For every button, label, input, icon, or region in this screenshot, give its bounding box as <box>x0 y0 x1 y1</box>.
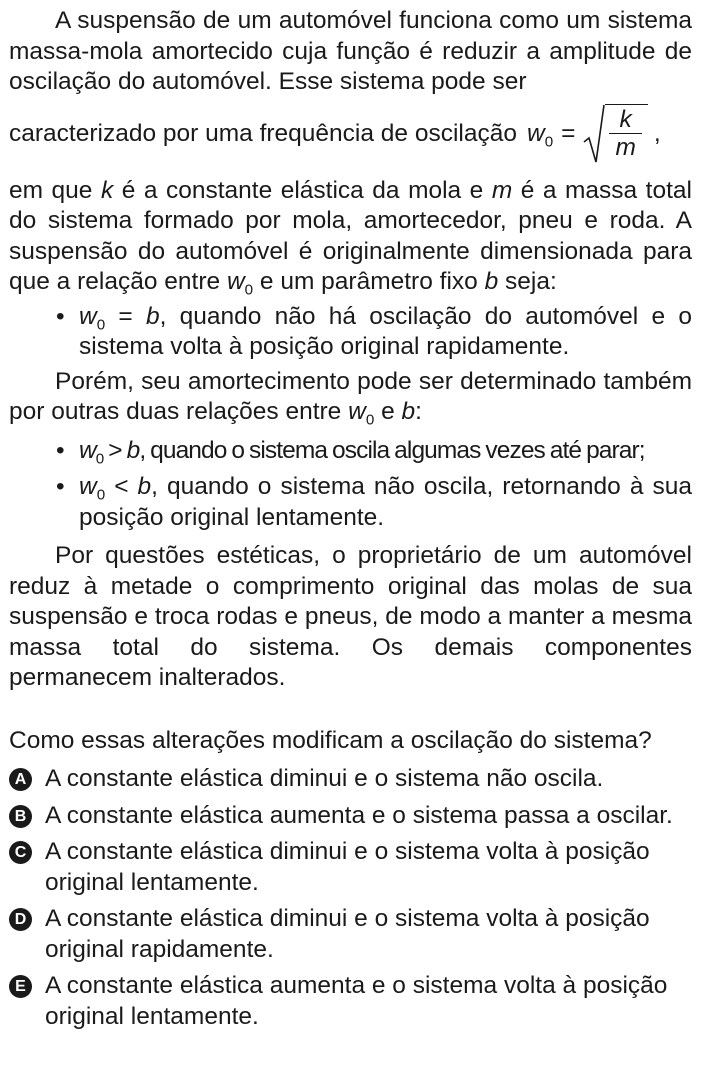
radicand-fraction <box>605 104 647 166</box>
option-text: A constante elástica aumenta e o sistema volta à posição original lentamente. <box>45 972 668 1030</box>
damping-paragraph: Porém, seu amortecimento pode ser determinado também por outras duas relações entre $w_0$ e b: <box>9 367 692 429</box>
option-letter-badge: D <box>9 908 32 931</box>
option-text: A constante elástica diminui e o sistema volta à posição original lentamente. <box>45 838 650 896</box>
relation-list-1 <box>9 302 692 363</box>
relation-list-2 <box>9 436 692 534</box>
option-letter-badge: A <box>9 768 32 791</box>
formula-line <box>9 102 692 168</box>
formula-comma: , <box>653 120 661 148</box>
scenario-paragraph: Por questões estéticas, o proprietário de um automóvel reduz à metade o comprimento original das molas de sua suspensão e troca rodas e pneus, de modo a manter a mesma massa total do sistema. Os demais componentes permanecem inalterados. <box>9 542 692 691</box>
question-text: Como essas alterações modificam a oscilação do sistema? <box>9 726 652 754</box>
bullet-less: • $w_0 < b$, quando o sistema não oscila, retornando à sua posição original lentamente. <box>56 473 692 531</box>
fraction-denominator: m <box>615 133 636 161</box>
formula-lead-text: caracterizado por uma frequência de oscilação <box>9 120 517 148</box>
option-letter-badge: C <box>9 841 32 864</box>
intro-text: A suspensão de um automóvel funciona como um sistema massa-mola amortecido cuja função é reduzir a amplitude de oscilação do automóvel. Esse sistema pode ser <box>9 7 692 95</box>
option-a[interactable] <box>9 764 692 795</box>
answer-options <box>9 764 692 1032</box>
option-letter-badge: E <box>9 975 32 998</box>
option-c[interactable] <box>9 837 692 898</box>
option-text: A constante elástica diminui e o sistema volta à posição original rapidamente. <box>45 905 650 963</box>
radical-sign-icon <box>583 104 605 166</box>
option-letter-badge: B <box>9 805 32 828</box>
option-text: A constante elástica aumenta e o sistema passa a oscilar. <box>45 801 673 829</box>
fraction-numerator: k <box>619 105 632 133</box>
question-page <box>9 6 692 1038</box>
bullet-greater: • $w_0 > b$, quando o sistema oscila algumas vezes até parar; <box>56 436 645 467</box>
option-b[interactable] <box>9 801 692 832</box>
definition-paragraph: em que k é a constante elástica da mola e m é a massa total do sistema formado por mola, amortecedor, pneu e roda. A suspensão do automóvel é originalmente dimensionada para que a relação entre $w_0$ e um parâmetro fixo b seja: <box>9 176 692 299</box>
square-root <box>583 104 647 166</box>
bullet-dot: • <box>56 436 65 464</box>
bullet-dot: • <box>56 302 65 330</box>
formula-lhs: $w_0$ <box>526 120 554 151</box>
option-d[interactable] <box>9 904 692 965</box>
bullet-dot: • <box>56 473 65 500</box>
option-e[interactable] <box>9 971 692 1032</box>
bullet-equal: • $w_0 = b$, quando não há oscilação do automóvel e o sistema volta à posição original rapidamente. <box>56 302 692 360</box>
intro-paragraph <box>9 6 692 98</box>
option-text: A constante elástica diminui e o sistema não oscila. <box>45 765 604 792</box>
frequency-formula <box>527 104 661 166</box>
formula-equals: = <box>561 120 576 148</box>
